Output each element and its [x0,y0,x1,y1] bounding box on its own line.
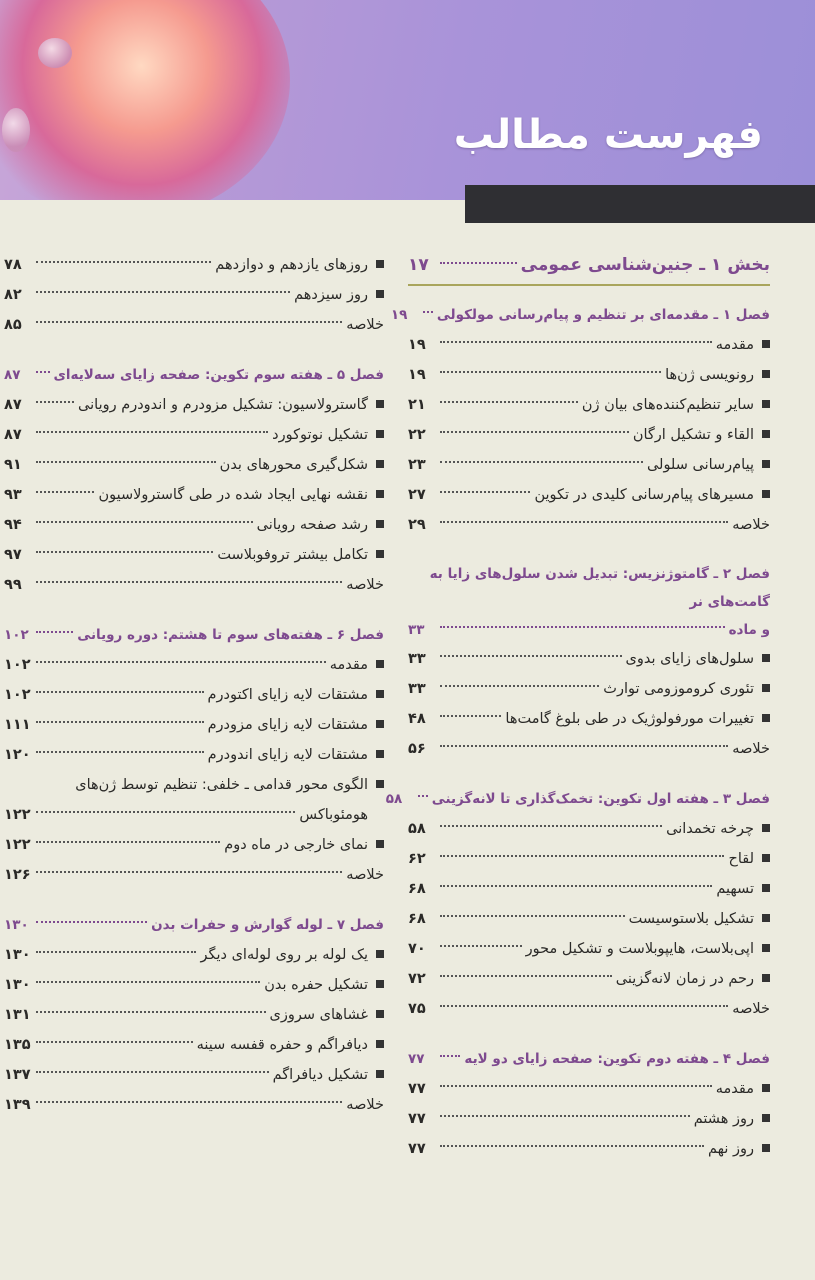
leader-dots [440,825,662,827]
toc-item[interactable]: مقدمه ۱۹ [408,330,770,360]
bullet-icon [762,884,770,892]
decorative-cell [38,38,72,68]
leader-dots [440,371,661,373]
page-number: ۷۷ [408,1111,426,1127]
leader-dots [36,661,326,663]
page-number: ۵۸ [385,791,403,807]
bullet-icon [762,1084,770,1092]
page-number: ۱۲۶ [4,867,31,883]
leader-dots [36,431,268,433]
leader-dots [440,262,517,264]
page-number: ۷۵ [408,1001,426,1017]
toc-item[interactable]: خلاصه ۹۹ [4,570,384,600]
page-number: ۶۸ [408,911,426,927]
toc-item[interactable]: نقشه نهایی ایجاد شده در طی گاسترولاسیون ۹۳ [4,480,384,510]
page-number: ۲۲ [408,427,426,443]
page-number: ۶۸ [408,881,426,897]
bullet-icon [376,260,384,268]
page-number: ۹۱ [4,457,22,473]
toc-item[interactable]: خلاصه ۲۹ [408,510,770,540]
toc-item[interactable]: سلول‌های زایای بدوی ۳۳ [408,644,770,674]
toc-item[interactable]: لقاح ۶۲ [408,844,770,874]
leader-dots [440,685,599,687]
bullet-icon [762,370,770,378]
leader-dots [36,521,253,523]
leader-dots [36,951,196,953]
toc-item[interactable]: چرخه تخمدانی ۵۸ [408,814,770,844]
bullet-icon [376,400,384,408]
bullet-icon [376,780,384,788]
toc-item[interactable]: خلاصه ۷۵ [408,994,770,1024]
toc-item[interactable]: روزهای یازدهم و دوازدهم ۷۸ [4,250,384,280]
bullet-icon [376,460,384,468]
leader-dots [36,491,94,493]
page-number: ۳۳ [408,651,426,667]
toc-item[interactable]: خلاصه ۱۲۶ [4,860,384,890]
leader-dots [440,715,501,717]
bullet-icon [376,660,384,668]
bullet-icon [762,854,770,862]
leader-dots [36,981,260,983]
leader-dots [440,1005,728,1007]
page-number: ۱۹ [408,367,426,383]
chapter-heading[interactable]: فصل ۴ ـ هفته دوم تکوین: صفحه زایای دو لایه ۷۷ [408,1044,770,1074]
bullet-icon [376,290,384,298]
toc-item[interactable]: یک لوله بر روی لوله‌ای دیگر ۱۳۰ [4,940,384,970]
chapter-heading[interactable] [408,560,770,644]
leader-dots [440,655,622,657]
page-number: ۱۰۲ [4,627,29,643]
toc-item[interactable]: خلاصه ۵۶ [408,734,770,764]
toc-item[interactable]: تشکیل بلاستوسیست ۶۸ [408,904,770,934]
page-number: ۲۱ [408,397,426,413]
bullet-icon [762,824,770,832]
page-number: ۱۰۲ [4,687,31,703]
part-heading[interactable]: بخش ۱ ـ جنین‌شناسی عمومی ۱۷ [408,250,770,286]
leader-dots [36,401,74,403]
embryo-image [0,0,290,200]
leader-dots [36,1101,342,1103]
bullet-icon [376,520,384,528]
leader-dots [440,491,530,493]
toc-item-continuation[interactable]: هومئوباکس ۱۲۲ [4,800,384,830]
page-number: ۹۴ [4,517,22,533]
page-number: ۲۹ [408,517,426,533]
leader-dots [440,431,629,433]
leader-dots [36,751,204,753]
leader-dots [36,581,342,583]
page-number: ۱۲۰ [4,747,31,763]
bullet-icon [376,550,384,558]
toc-item[interactable]: دیافراگم و حفره قفسه سینه ۱۳۵ [4,1030,384,1060]
page-number: ۳۳ [408,681,426,697]
toc-item[interactable]: تشکیل نوتوکورد ۸۷ [4,420,384,450]
leader-dots [440,1085,712,1087]
bullet-icon [376,690,384,698]
toc-item[interactable]: سایر تنظیم‌کننده‌های بیان ژن ۲۱ [408,390,770,420]
bullet-icon [762,490,770,498]
page-number: ۸۵ [4,317,22,333]
toc-item[interactable]: مشتقات لایه زایای اندودرم ۱۲۰ [4,740,384,770]
bullet-icon [762,914,770,922]
page-number: ۷۸ [4,257,22,273]
chapter-heading[interactable]: فصل ۳ ـ هفته اول تکوین: تخمک‌گذاری تا لانه‌گزینی ۵۸ [408,784,770,814]
toc-item[interactable]: تکامل بیشتر تروفوبلاست ۹۷ [4,540,384,570]
page-number: ۱۲۲ [4,807,31,823]
page-number: ۵۸ [408,821,426,837]
title-bar [465,185,815,223]
toc-item[interactable]: مقدمه ۷۷ [408,1074,770,1104]
page-number: ۱۳۰ [4,917,29,933]
bullet-icon [376,1070,384,1078]
leader-dots [36,461,216,463]
page-number: ۱۲۲ [4,837,31,853]
decorative-cell [2,108,30,152]
bullet-icon [762,654,770,662]
toc-item[interactable]: شکل‌گیری محورهای بدن ۹۱ [4,450,384,480]
bullet-icon [376,750,384,758]
header-banner [0,0,815,200]
leader-dots [440,461,643,463]
leader-dots [36,371,50,373]
page-number: ۱۹ [390,307,408,323]
leader-dots [36,811,295,813]
page-number: ۸۷ [4,427,22,443]
leader-dots [440,521,728,523]
toc-item[interactable]: تغییرات مورفولوژیک در طی بلوغ گامت‌ها ۴۸ [408,704,770,734]
bullet-icon [762,714,770,722]
bullet-icon [762,684,770,692]
bullet-icon [376,720,384,728]
leader-dots [440,341,712,343]
leader-dots [36,631,73,633]
bullet-icon [762,460,770,468]
toc-item[interactable]: گاسترولاسیون: تشکیل مزودرم و اندودرم رویانی ۸۷ [4,390,384,420]
page-number: ۸۷ [4,397,22,413]
toc-item[interactable]: تشکیل حفره بدن ۱۳۰ [4,970,384,1000]
toc-item[interactable]: مقدمه ۱۰۲ [4,650,384,680]
toc-item[interactable]: روز سیزدهم ۸۲ [4,280,384,310]
leader-dots [423,311,433,313]
bullet-icon [762,1114,770,1122]
page-number: ۶۲ [408,851,426,867]
toc-left-column [4,250,384,1120]
toc-item[interactable]: رشد صفحه رویانی ۹۴ [4,510,384,540]
leader-dots [440,1055,460,1057]
leader-dots [440,855,724,857]
leader-dots [440,945,522,947]
leader-dots [36,691,204,693]
leader-dots [418,795,428,797]
bullet-icon [376,430,384,438]
toc-item[interactable]: روز هشتم ۷۷ [408,1104,770,1134]
toc-item[interactable]: روز نهم ۷۷ [408,1134,770,1164]
leader-dots [36,1071,269,1073]
page-number: ۱۹ [408,337,426,353]
page-number: ۷۲ [408,971,426,987]
toc-item[interactable]: الگوی محور قدامی ـ خلفی: تنظیم توسط ژن‌های [4,770,384,800]
bullet-icon [376,840,384,848]
leader-dots [440,885,712,887]
toc-item[interactable]: مشتقات لایه زایای مزودرم ۱۱۱ [4,710,384,740]
page-number: ۸۲ [4,287,22,303]
page-number: ۱۰۲ [4,657,31,673]
bullet-icon [376,950,384,958]
bullet-icon [762,430,770,438]
leader-dots [440,1115,690,1117]
page-number: ۱۳۹ [4,1097,31,1113]
page-number: ۱۳۱ [4,1007,31,1023]
page-number: ۴۸ [408,711,426,727]
bullet-icon [762,1144,770,1152]
leader-dots [440,975,612,977]
page-title: فهرست مطالب [453,112,763,158]
page-number: ۳۳ [408,622,425,638]
leader-dots [36,721,204,723]
leader-dots [36,1011,266,1013]
toc-item[interactable]: خلاصه ۸۵ [4,310,384,340]
leader-dots [36,871,342,873]
bullet-icon [762,340,770,348]
page-number: ۱۳۵ [4,1037,31,1053]
bullet-icon [376,1040,384,1048]
toc-item[interactable]: رحم در زمان لانه‌گزینی ۷۲ [408,964,770,994]
page-number: ۷۷ [408,1051,425,1067]
bullet-icon [376,1010,384,1018]
toc-item[interactable]: مسیرهای پیام‌رسانی کلیدی در تکوین ۲۷ [408,480,770,510]
toc-item[interactable]: تسهیم ۶۸ [408,874,770,904]
toc-item[interactable]: رونویسی ژن‌ها ۱۹ [408,360,770,390]
toc-right-column [385,250,770,1164]
toc-item[interactable]: اپی‌بلاست، هایپوبلاست و تشکیل محور ۷۰ [408,934,770,964]
page-number: ۷۷ [408,1081,426,1097]
toc-item[interactable]: تئوری کروموزومی توارث ۳۳ [408,674,770,704]
leader-dots [36,921,147,923]
leader-dots [36,1041,193,1043]
leader-dots [440,401,578,403]
chapter-heading[interactable]: فصل ۶ ـ هفته‌های سوم تا هشتم: دوره رویانی ۱۰۲ [4,620,384,650]
page-number: ۱۳۰ [4,947,31,963]
page-number: ۵۶ [408,741,426,757]
page-number: ۹۹ [4,577,22,593]
chapter-heading[interactable]: فصل ۱ ـ مقدمه‌ای بر تنظیم و پیام‌رسانی مولکولی ۱۹ [408,300,770,330]
toc-item[interactable]: مشتقات لایه زایای اکتودرم ۱۰۲ [4,680,384,710]
page-number: ۷۰ [408,941,426,957]
leader-dots [36,291,290,293]
page-number: ۱۳۰ [4,977,31,993]
bullet-icon [376,980,384,988]
chapter-heading[interactable]: فصل ۷ ـ لوله گوارش و حفرات بدن ۱۳۰ [4,910,384,940]
leader-dots [440,915,625,917]
toc-item[interactable]: غشاهای سروزی ۱۳۱ [4,1000,384,1030]
bullet-icon [762,400,770,408]
chapter-heading[interactable]: فصل ۵ ـ هفته سوم تکوین: صفحه زایای سه‌لایه‌ای ۸۷ [4,360,384,390]
toc-item[interactable]: تشکیل دیافراگم ۱۳۷ [4,1060,384,1090]
toc-item[interactable]: خلاصه ۱۳۹ [4,1090,384,1120]
leader-dots [36,261,211,263]
page-number: ۱۷ [408,255,429,275]
page-number: ۹۷ [4,547,22,563]
toc-item[interactable]: پیام‌رسانی سلولی ۲۳ [408,450,770,480]
page-number: ۱۳۷ [4,1067,31,1083]
bullet-icon [762,974,770,982]
leader-dots [36,551,213,553]
page-number: ۲۷ [408,487,426,503]
toc-item[interactable]: نمای خارجی در ماه دوم ۱۲۲ [4,830,384,860]
chapter-title-line: فصل ۲ ـ گامتوژنزیس: تبدیل شدن سلول‌های زایا به گامت‌های نر [429,566,770,610]
leader-dots [36,841,220,843]
bullet-icon [762,944,770,952]
chapter-title-line: و ماده [728,622,770,638]
leader-dots [36,321,342,323]
leader-dots [440,1145,704,1147]
page-number: ۲۳ [408,457,426,473]
page-number: ۹۳ [4,487,22,503]
page-number: ۷۷ [408,1141,426,1157]
leader-dots [440,745,728,747]
page-number: ۸۷ [4,367,21,383]
bullet-icon [376,490,384,498]
leader-dots [440,626,725,628]
toc-item[interactable]: القاء و تشکیل ارگان ۲۲ [408,420,770,450]
page-number: ۱۱۱ [4,717,31,733]
